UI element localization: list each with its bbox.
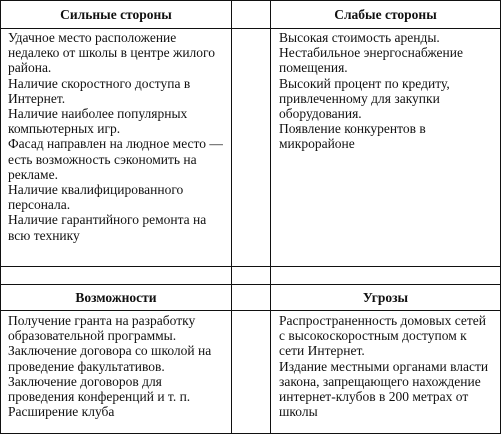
header-divider-bottom — [0, 310, 501, 311]
weaknesses-cell — [279, 30, 493, 152]
opportunity-item: Расширение клуба — [8, 404, 115, 420]
strength-item: Наличие гарантийного ремонта на всю технику — [8, 212, 207, 243]
opportunities-cell — [8, 313, 230, 419]
opportunity-item: Заключение договоров для проведения конференций и т. п. — [8, 373, 191, 405]
column-divider-right — [270, 0, 271, 434]
strength-item: Наличие наиболее популярных компьютерных игр. — [8, 106, 188, 137]
table-border-top — [0, 0, 501, 1]
weakness-item: Высокий процент по кредиту, привлеченному для закупки оборудования. — [279, 75, 450, 122]
opportunity-item: Получение гранта на разработку образовательной программы. — [8, 313, 196, 344]
weaknesses-header: Слабые стороны — [334, 7, 437, 22]
strengths-header: Сильные стороны — [60, 7, 172, 22]
table-border-left — [0, 0, 1, 434]
weakness-item: Появление конкурентов в микрорайоне — [279, 121, 426, 152]
weakness-item: Высокая стоимость аренды. — [279, 30, 440, 45]
weakness-item: Нестабильное энергоснабжение помещения. — [279, 45, 463, 76]
opportunities-header: Возможности — [75, 290, 157, 305]
strength-item: Фасад направлен на людное место — есть возможность сэкономить на рекламе. — [8, 136, 223, 182]
threat-item: Распространенность домовых сетей с высокоскоростным доступом к сети Интернет. — [279, 313, 487, 359]
threats-cell — [279, 313, 493, 419]
strength-item: Наличие скоростного доступа в Интернет. — [8, 75, 191, 106]
threat-item: Издание местными органами власти закона, запрещающего нахождение интернет-клубов в 200 метрах от школы — [279, 358, 489, 420]
opportunity-item: Заключение договора со школой на проведение факультативов. — [8, 343, 212, 374]
spacer-row-top — [0, 266, 501, 267]
strength-item: Удачное место расположение недалеко от школы в центре жилого района. — [8, 30, 215, 76]
strength-item: Наличие квалифицированного персонала. — [8, 182, 184, 213]
column-divider-left — [231, 0, 232, 434]
threats-header: Угрозы — [362, 290, 409, 305]
strengths-cell — [8, 30, 230, 243]
header-divider-top — [0, 28, 501, 29]
spacer-row-bottom — [0, 284, 501, 285]
